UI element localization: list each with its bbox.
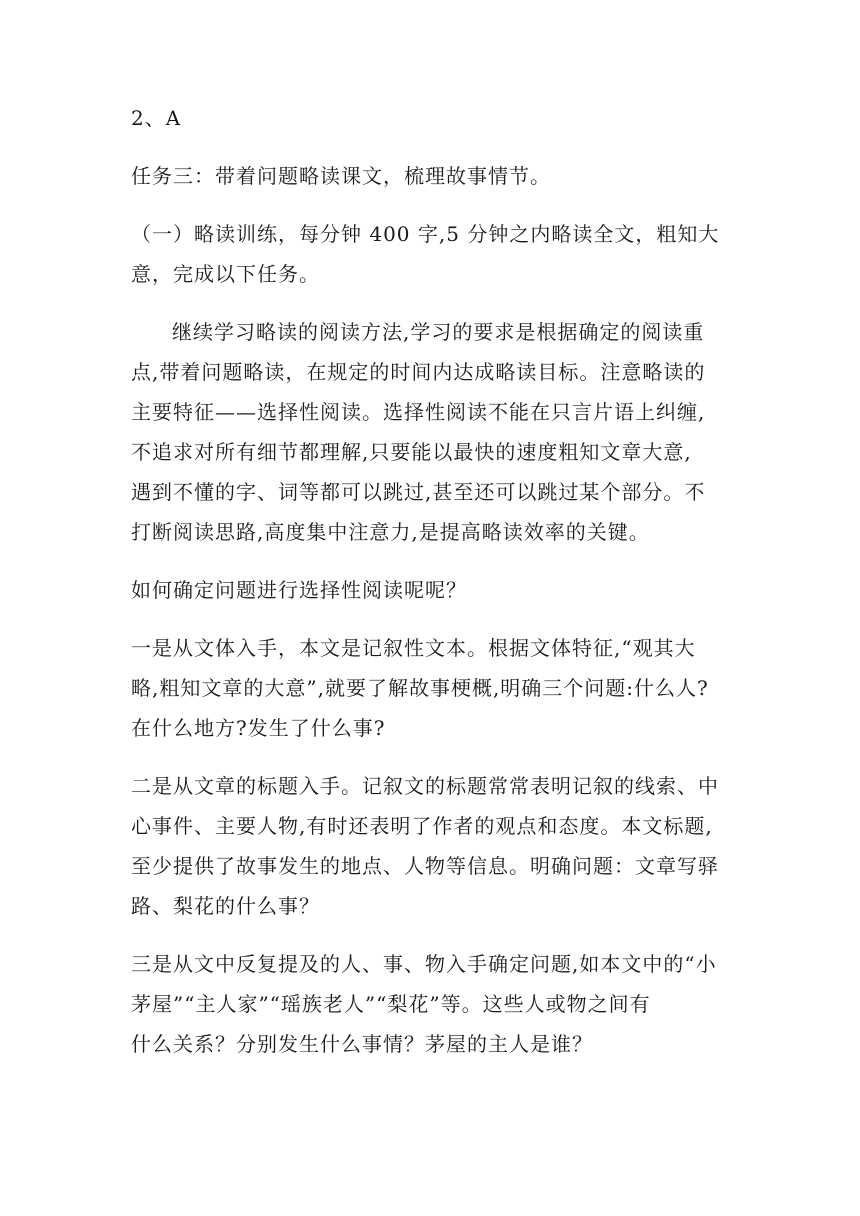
task-heading: 任务三：带着问题略读课文，梳理故事情节。: [131, 164, 551, 188]
intro-paragraph-line-1: 继续学习略读的阅读方法,学习的要求是根据确定的阅读重: [172, 320, 705, 344]
answer-line: 2、A: [131, 106, 182, 130]
point-three-line-1: 三是从文中反复提及的人、事、物入手确定问题,如本文中的“小: [131, 952, 717, 976]
intro-paragraph-line-6: 打断阅读思路,高度集中注意力,是提高略读效率的关键。: [131, 520, 650, 544]
subtask-line-2: 意，完成以下任务。: [131, 262, 320, 286]
point-one-line-2: 略,粗知文章的大意”,就要了解故事梗概,明确三个问题:什么人?: [131, 676, 709, 700]
point-three-line-2: 茅屋”“主人家”“瑶族老人”“梨花”等。这些人或物之间有: [131, 992, 651, 1016]
intro-paragraph-line-3: 主要特征——选择性阅读。选择性阅读不能在只言片语上纠缠,: [131, 400, 706, 424]
point-two-line-2: 心事件、主要人物,有时还表明了作者的观点和态度。本文标题,: [131, 814, 713, 838]
point-one-line-3: 在什么地方?发生了什么事?: [131, 716, 386, 740]
intro-paragraph-line-4: 不追求对所有细节都理解,只要能以最快的速度粗知文章大意,: [131, 440, 692, 464]
intro-paragraph-line-5: 遇到不懂的字、词等都可以跳过,甚至还可以跳过某个部分。不: [131, 480, 706, 504]
question-line: 如何确定问题进行选择性阅读呢呢？: [131, 578, 467, 602]
point-two-line-3: 至少提供了故事发生的地点、人物等信息。明确问题：文章写驿: [131, 854, 719, 878]
intro-paragraph-line-2: 点,带着问题略读，在规定的时间内达成略读目标。注意略读的: [131, 360, 706, 384]
subtask-line-1: （一）略读训练，每分钟 400 字,5 分钟之内略读全文，粗知大: [131, 222, 720, 246]
point-two-line-1: 二是从文章的标题入手。记叙文的标题常常表明记叙的线索、中: [131, 774, 719, 798]
point-two-line-4: 路、梨花的什么事？: [131, 894, 320, 918]
point-one-line-1: 一是从文体入手，本文是记叙性文本。根据文体特征,“观其大: [131, 636, 696, 660]
point-three-line-3: 什么关系？分别发生什么事情？茅屋的主人是谁？: [131, 1032, 593, 1056]
